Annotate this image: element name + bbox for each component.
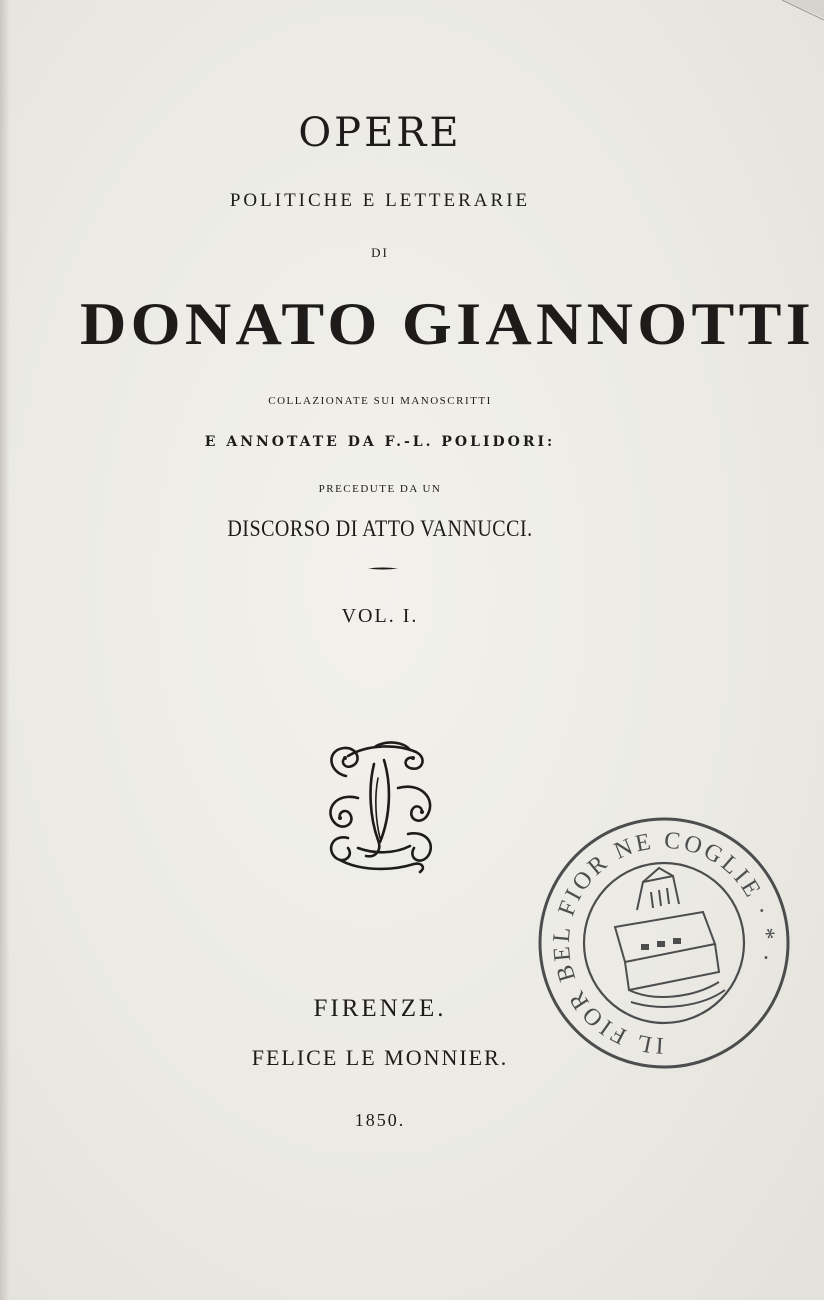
book-subtitle: POLITICHE E LETTERARIE xyxy=(229,190,531,211)
stamp-inscription: IL FIOR BEL FIOR NE COGLIE · * · xyxy=(548,827,780,1059)
lm-monogram-icon xyxy=(318,738,444,878)
book-title: OPERE xyxy=(298,110,462,156)
author-name: DONATO GIANNOTTI xyxy=(80,291,815,357)
ornamental-rule xyxy=(368,567,398,570)
collated-line: COLLAZIONATE SUI MANOSCRITTI xyxy=(268,395,492,407)
discourse-line: DISCORSO DI ATTO VANNUCCI. xyxy=(227,516,533,542)
publisher-name: FELICE LE MONNIER. xyxy=(251,1045,509,1070)
corner-fold-icon xyxy=(764,0,824,40)
publication-city: FIRENZE. xyxy=(313,995,447,1022)
volume-number: VOL. I. xyxy=(341,605,419,627)
library-stamp-icon xyxy=(533,812,795,1074)
annotated-line: E ANNOTATE DA F.-L. POLIDORI: xyxy=(204,434,556,450)
publication-year: 1850. xyxy=(354,1110,406,1130)
preceded-line: PRECEDUTE DA UN xyxy=(318,483,442,495)
by-line: DI xyxy=(371,245,389,260)
